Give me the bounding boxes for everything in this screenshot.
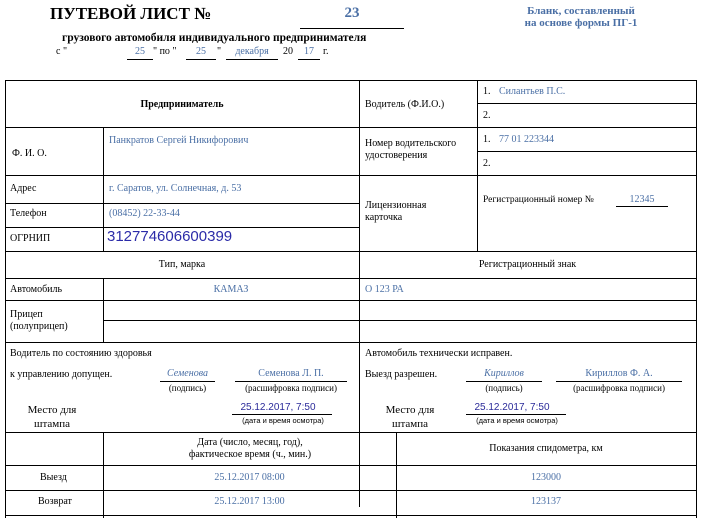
tech-decode-caption: (расшифровка подписи) (573, 383, 665, 393)
health-inspection-datetime: 25.12.2017, 7:50 (240, 402, 316, 413)
document-title: ПУТЕВОЙ ЛИСТ № (50, 4, 212, 23)
phone-value: (08452) 22-33-44 (109, 208, 180, 219)
health-datetime-caption: (дата и время осмотра) (242, 416, 324, 425)
period-day-from: 25 (135, 46, 145, 57)
trip-row-departure-label: Выезд (40, 472, 67, 483)
ogrnip-label: ОГРНИП (10, 233, 51, 244)
period-mid: " по " (153, 46, 177, 57)
trip-row-return-datetime: 25.12.2017 13:00 (214, 496, 285, 507)
auto-type-value: КАМАЗ (213, 284, 249, 295)
trip-row-return-odometer: 123137 (531, 496, 561, 507)
license-num-2: 2. (483, 158, 491, 169)
health-decoded-name: Семенова Л. П. (258, 368, 324, 379)
health-stamp-place: Место для штампа (27, 404, 77, 430)
period-quote: " (217, 46, 222, 57)
health-decode-caption: (расшифровка подписи) (245, 383, 337, 393)
tech-datetime-caption: (дата и время осмотра) (476, 416, 558, 425)
tech-signature: Кириллов (484, 368, 524, 379)
waybill-number: 23 (344, 5, 360, 21)
trip-date-header: Дата (число, месяц, год), фактическое время (ч., мин.) (188, 437, 312, 460)
tech-line-1: Автомобиль технически исправен. (365, 348, 513, 359)
period-year-suffix: г. (323, 46, 329, 57)
ogrnip-value: 312774606600399 (107, 228, 233, 245)
address-value: г. Саратов, ул. Солнечная, д. 53 (109, 183, 242, 194)
fio-value: Панкратов Сергей Никифорович (109, 135, 249, 146)
subtitle: грузового автомобиля индивидуального предпринимателя (62, 32, 367, 44)
license-num-1: 1. (483, 134, 491, 145)
health-line-2: к управлению допущен. (10, 369, 113, 380)
tech-stamp-place: Место для штампа (385, 404, 435, 430)
driver-label: Водитель (Ф.И.О.) (365, 99, 445, 110)
period-year: 17 (304, 46, 314, 57)
entrepreneur-heading: Предприниматель (140, 99, 224, 110)
tech-decoded-name: Кириллов Ф. А. (585, 368, 653, 379)
auto-label: Автомобиль (10, 284, 63, 295)
form-note-line2: на основе формы ПГ-1 (524, 17, 638, 29)
driver-name-1: Силантьев П.С. (499, 86, 566, 97)
trailer-label: Прицеп (полуприцеп) (10, 309, 68, 332)
health-line-1: Водитель по состоянию здоровья (10, 348, 152, 359)
health-signature: Семенова (167, 368, 208, 379)
reg-number-label: Регистрационный номер № (483, 195, 594, 205)
tech-sign-caption: (подпись) (485, 383, 523, 393)
period-month: декабря (235, 46, 269, 57)
period-prefix: с " (56, 46, 68, 57)
period-day-to: 25 (196, 46, 206, 57)
license-value-1: 77 01 223344 (499, 134, 554, 145)
form-note-line1: Бланк, составленный (527, 5, 635, 17)
trip-row-return-label: Возврат (38, 496, 72, 507)
reg-number-value: 12345 (629, 194, 655, 205)
phone-label: Телефон (10, 208, 47, 219)
driver-num-2: 2. (483, 110, 491, 121)
health-sign-caption: (подпись) (168, 383, 207, 393)
tech-line-2: Выезд разрешен. (365, 369, 438, 380)
vehicle-reg-header: Регистрационный знак (478, 259, 577, 270)
auto-reg-value: О 123 РА (365, 284, 404, 295)
fio-label: Ф. И. О. (12, 148, 47, 159)
tech-inspection-datetime: 25.12.2017, 7:50 (474, 402, 550, 413)
address-label: Адрес (10, 183, 37, 194)
trip-row-departure-datetime: 25.12.2017 08:00 (214, 472, 285, 483)
number-underline (300, 28, 404, 29)
form-note (506, 5, 656, 29)
driver-num-1: 1. (483, 86, 491, 97)
vehicle-type-header: Тип, марка (158, 259, 206, 270)
trip-row-departure-odometer: 123000 (531, 472, 561, 483)
period-year-prefix: 20 (283, 46, 293, 57)
trip-odometer-header: Показания спидометра, км (489, 443, 603, 454)
license-card-label: Лицензионная карточка (365, 200, 427, 223)
license-label: Номер водительского удостоверения (365, 138, 457, 161)
